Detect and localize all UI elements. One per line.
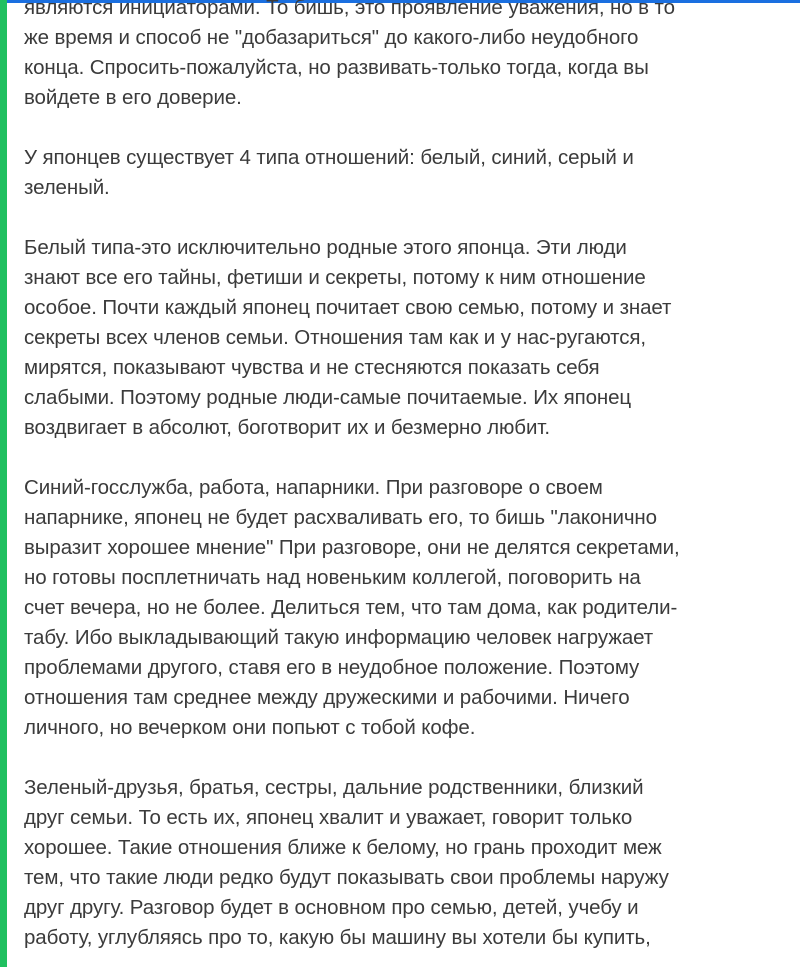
text-line: табу. Ибо выкладывающий такую информацию человек нагружает — [24, 626, 654, 649]
text-line: мирятся, показывают чувства и не стесняются показать себя — [24, 356, 600, 379]
article-body — [24, 0, 794, 967]
text-line: друг семьи. То есть их, японец хвалит и уважает, говорит только — [24, 806, 633, 829]
text-line: выразит хорошее мнение" При разговоре, они не делятся секретами, — [24, 536, 680, 559]
paragraph-green — [24, 773, 794, 953]
text-line: войдете в его доверие. — [24, 86, 242, 109]
paragraph-blue — [24, 473, 794, 743]
paragraph-relationship-types — [24, 143, 794, 203]
text-line: друг другу. Разговор будет в основном про семью, детей, учебу и — [24, 896, 639, 919]
text-line: являются инициаторами. То бишь, это проявление уважения, но в то — [24, 0, 675, 19]
text-line: У японцев существует 4 типа отношений: белый, синий, серый и — [24, 146, 634, 169]
text-line: секреты всех членов семьи. Отношения там как и у нас-ругаются, — [24, 326, 646, 349]
text-line: зеленый. — [24, 176, 110, 199]
text-line: Синий-госслужба, работа, напарники. При разговоре о своем — [24, 476, 603, 499]
text-line: напарнике, японец не будет расхваливать его, то бишь "лаконично — [24, 506, 657, 529]
text-line: знают все его тайны, фетиши и секреты, потому к ним отношение — [24, 266, 646, 289]
text-line: Белый типа-это исключительно родные этого японца. Эти люди — [24, 236, 627, 259]
text-line: тем, что такие люди редко будут показывать свои проблемы наружу — [24, 866, 669, 889]
text-line: работу, углубляясь про то, какую бы машину вы хотели бы купить, — [24, 926, 651, 949]
text-line: Зеленый-друзья, братья, сестры, дальние родственники, близкий — [24, 776, 644, 799]
text-line: проблемами другого, ставя его в неудобное положение. Поэтому — [24, 656, 640, 679]
text-line: же время и способ не "добазариться" до какого-либо неудобного — [24, 26, 639, 49]
text-line: воздвигает в абсолют, боготворит их и безмерно любит. — [24, 416, 550, 439]
paragraph-white — [24, 233, 794, 443]
left-accent-bar — [0, 0, 7, 967]
text-line: конца. Спросить-пожалуйста, но развивать-только тогда, когда вы — [24, 56, 649, 79]
text-line: личного, но вечерком они попьют с тобой кофе. — [24, 716, 476, 739]
text-line: но готовы посплетничать над новеньким коллегой, поговорить на — [24, 566, 641, 589]
text-line: особое. Почти каждый японец почитает свою семью, потому и знает — [24, 296, 672, 319]
text-line: хорошее. Такие отношения ближе к белому, но грань проходит меж — [24, 836, 662, 859]
paragraph-intro-continuation — [24, 0, 794, 113]
text-line: отношения там среднее между дружескими и рабочими. Ничего — [24, 686, 630, 709]
text-line: счет вечера, но не более. Делиться тем, что там дома, как родители- — [24, 596, 678, 619]
text-line: слабыми. Поэтому родные люди-самые почитаемые. Их японец — [24, 386, 632, 409]
